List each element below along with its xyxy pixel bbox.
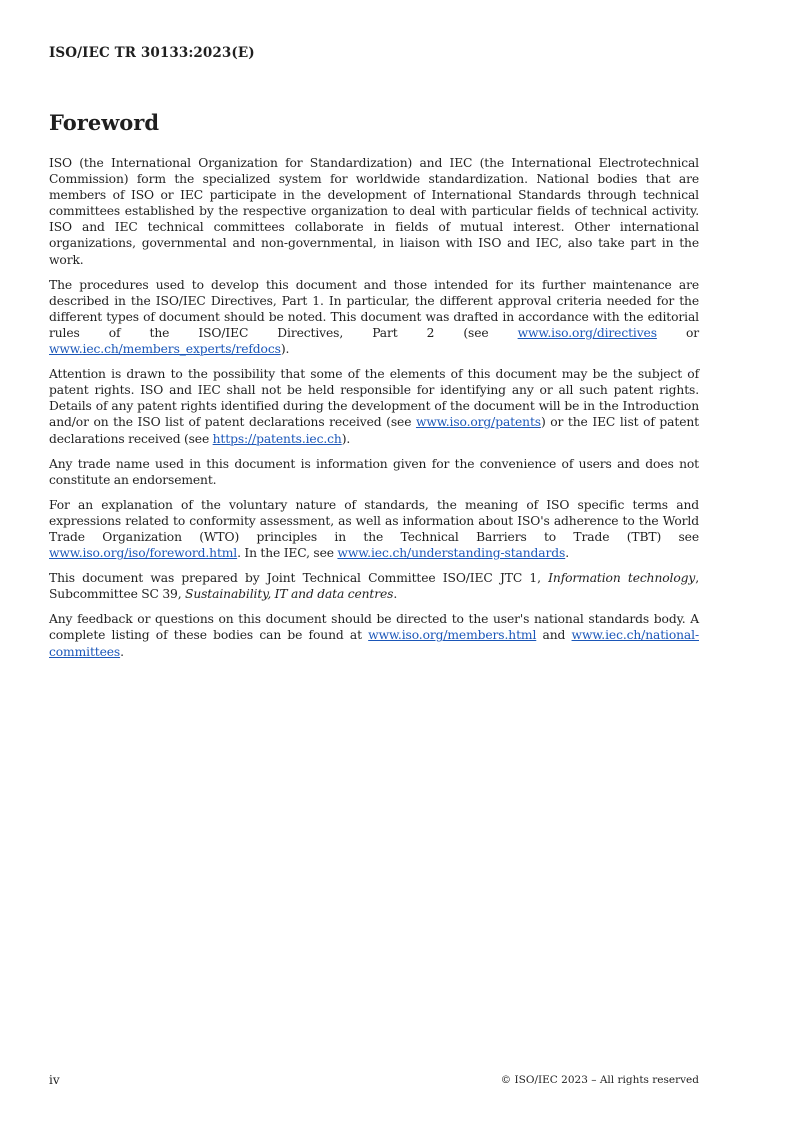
link-iso-foreword[interactable]: www.iso.org/iso/foreword.html — [49, 546, 238, 561]
link-iso-members[interactable]: www.iso.org/members.html — [368, 628, 537, 643]
paragraph-text: and — [536, 628, 572, 643]
link-iso-patents[interactable]: www.iso.org/patents — [415, 415, 541, 430]
paragraph-text: ). — [341, 431, 351, 446]
document-identifier: ISO/IEC TR 30133:2023(E) — [49, 45, 255, 61]
paragraph-text: or — [656, 325, 699, 340]
paragraph-text: . In the IEC, see — [237, 546, 338, 561]
paragraph-trade-name: Any trade name used in this document is information given for the convenience of users and does not constitute an endorsement. — [49, 456, 699, 487]
paragraph-committee — [49, 570, 699, 602]
paragraph-text: For an explanation of the voluntary nature of standards, the meaning of ISO specific terms and expressions related to conformity assessment, as well as information about ISO's adherence to the World Trade Organization (WTO) principles in the Technical Barriers to Trade (TBT) see — [49, 497, 699, 544]
page-title: Foreword — [49, 110, 160, 135]
paragraph-text: ). — [280, 342, 290, 357]
paragraph-text: . — [120, 644, 124, 659]
link-iec-national-committees[interactable]: www.iec.ch/national-committees — [49, 628, 699, 659]
paragraph-text: , Subcommittee SC 39, — [49, 571, 699, 602]
paragraph-text: Attention is drawn to the possibility that some of the elements of this document may be the subject of patent rights. ISO and IEC shall not be held responsible for identifying any or all such patent rights. Details of any patent rights identified during the development of the document will be in the Introduction and/or on the ISO list of patent declarations received (see — [49, 367, 699, 430]
paragraph-patents — [49, 366, 699, 446]
committee-name: Information technology — [548, 571, 696, 586]
paragraph-feedback — [49, 611, 699, 659]
link-iec-patents[interactable]: https://patents.iec.ch — [212, 431, 342, 446]
paragraph-text: ) or the IEC list of patent declarations received (see — [49, 415, 699, 446]
link-iso-directives[interactable]: www.iso.org/directives — [517, 325, 657, 340]
paragraph-text: The procedures used to develop this document and those intended for its further maintenance are described in the ISO/IEC Directives, Part 1. In particular, the different approval criteria needed for the different types of document should be noted. This document was drafted in accordance with the editorial rules of the ISO/IEC Directives, Part 2 (see — [49, 277, 699, 340]
paragraph-text: This document was prepared by Joint Technical Committee ISO/IEC JTC 1, — [49, 571, 549, 586]
paragraph-text: Any feedback or questions on this document should be directed to the user's national standards body. A complete listing of these bodies can be found at — [49, 612, 699, 643]
link-iec-refdocs[interactable]: www.iec.ch/members_experts/refdocs — [49, 342, 281, 357]
link-iec-understanding-standards[interactable]: www.iec.ch/understanding-standards — [337, 546, 566, 561]
paragraph-text: . — [565, 546, 570, 561]
paragraph-voluntary-nature — [49, 497, 699, 561]
paragraph-organizations: ISO (the International Organization for Standardization) and IEC (the International Electrotechnical Commission) form the specialized system for worldwide standardization. National bodies that are members of ISO or IEC participate in the development of International Standards through technical committees established by the respective organization to deal with particular fields of technical activity. ISO and IEC technical committees collaborate in fields of mutual interest. Other international organizations, governmental and non-governmental, in liaison with ISO and IEC, also take part in the work. — [49, 156, 699, 267]
paragraph-text: . — [393, 587, 398, 602]
page-number: iv — [49, 1073, 60, 1087]
paragraph-procedures — [49, 277, 699, 357]
subcommittee-name: Sustainability, IT and data centres — [185, 587, 394, 602]
foreword-body — [49, 155, 699, 669]
copyright-notice: © ISO/IEC 2023 – All rights reserved — [500, 1074, 699, 1086]
